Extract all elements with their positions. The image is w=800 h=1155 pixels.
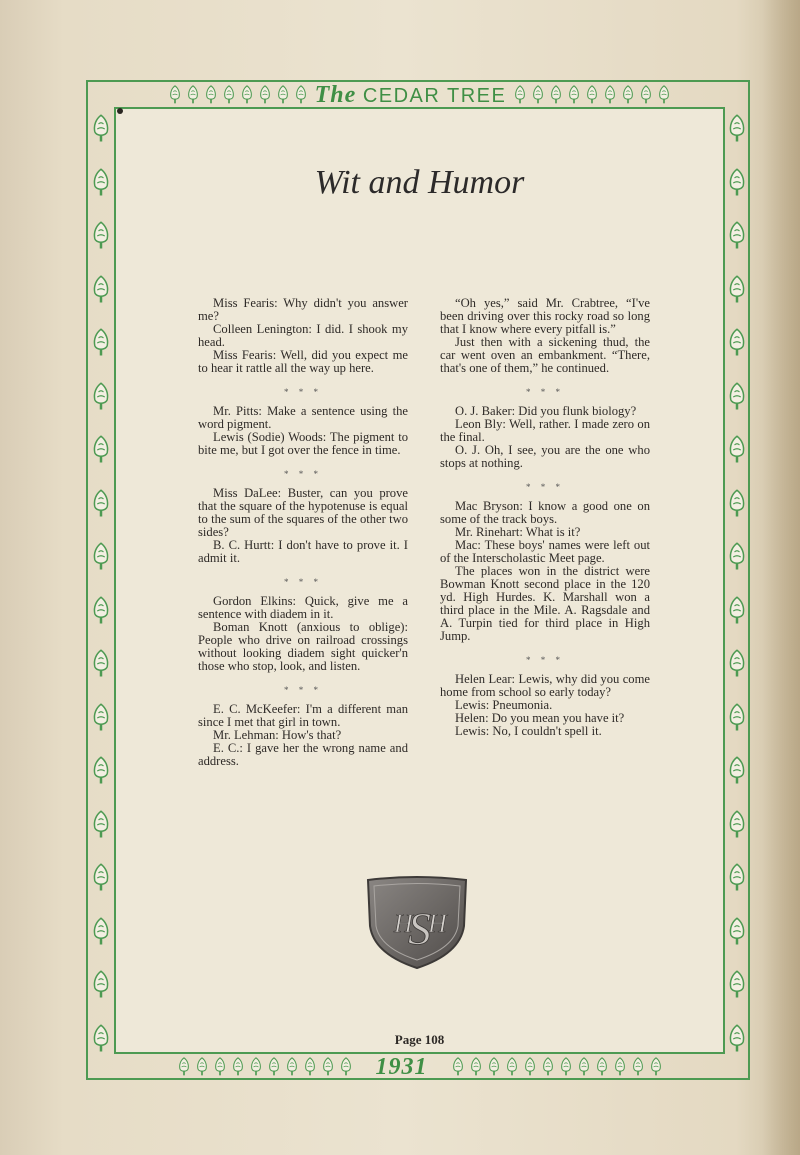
- cedar-tree-icon: [614, 1057, 626, 1077]
- cedar-tree-icon: [304, 1057, 316, 1077]
- cedar-tree-icon: [322, 1057, 334, 1077]
- cedar-tree-icon: [728, 756, 746, 786]
- joke-line: O. J. Oh, I see, you are the one who stops at nothing.: [440, 443, 650, 470]
- joke-line: Lewis: No, I couldn't spell it.: [455, 724, 602, 738]
- joke-line: E. C.: I gave her the wrong name and address.: [198, 741, 408, 768]
- cedar-tree-icon: [452, 1057, 464, 1077]
- cedar-tree-icon: [728, 917, 746, 947]
- cedar-tree-icon: [92, 114, 110, 144]
- cedar-tree-icon: [470, 1057, 482, 1077]
- cedar-tree-icon: [658, 85, 670, 105]
- joke-line: Leon Bly: Well, rather. I made zero on the final.: [440, 417, 650, 444]
- masthead: [315, 82, 507, 109]
- joke-line: The places won in the district were Bowman Knott second place in the 120 yd. High Hurdes. K. Marshall won a third place in the Mile. A. Ragsdale and A. Turpin tied for third place in High Jump.: [440, 564, 650, 643]
- masthead-bar: [114, 82, 725, 108]
- cedar-tree-icon: [92, 221, 110, 251]
- cedar-tree-icon: [92, 328, 110, 358]
- cedar-tree-icon: [622, 85, 634, 105]
- cedar-tree-icon: [92, 863, 110, 893]
- header-trees-left: [169, 85, 307, 105]
- cedar-tree-icon: [169, 85, 181, 105]
- cedar-tree-icon: [214, 1057, 226, 1077]
- joke-block: [440, 405, 650, 470]
- cedar-tree-icon: [604, 85, 616, 105]
- page-number: Page 108: [394, 1032, 445, 1047]
- joke-line: O. J. Baker: Did you flunk biology?: [455, 404, 637, 418]
- svg-text:H: H: [394, 909, 413, 938]
- cedar-tree-icon: [92, 275, 110, 305]
- cedar-tree-icon: [728, 863, 746, 893]
- masthead-prefix: The: [314, 81, 357, 108]
- year-bar: [114, 1054, 725, 1080]
- joke-line: Helen: Do you mean you have it?: [455, 711, 625, 725]
- cedar-tree-icon: [640, 85, 652, 105]
- cedar-tree-icon: [728, 275, 746, 305]
- cedar-tree-icon: [578, 1057, 590, 1077]
- cedar-tree-icon: [728, 596, 746, 626]
- footer-trees-right: [452, 1057, 662, 1077]
- cedar-tree-icon: [223, 85, 235, 105]
- joke-block: [198, 405, 408, 457]
- cedar-tree-icon: [728, 328, 746, 358]
- cedar-tree-icon: [92, 917, 110, 947]
- cedar-tree-icon: [232, 1057, 244, 1077]
- left-tree-border: [88, 114, 114, 1054]
- cedar-tree-icon: [92, 489, 110, 519]
- joke-line: Miss DaLee: Buster, can you prove that the square of the hypotenuse is equal to the sum of the squares of the other two sides?: [198, 486, 408, 539]
- page-title: Wit and Humor: [314, 164, 525, 201]
- cedar-tree-icon: [196, 1057, 208, 1077]
- section-separator: * * *: [526, 387, 564, 397]
- cedar-tree-icon: [632, 1057, 644, 1077]
- section-separator: * * *: [526, 482, 564, 492]
- header-trees-right: [514, 85, 670, 105]
- joke-line: B. C. Hurtt: I don't have to prove it. I admit it.: [198, 538, 408, 565]
- right-tree-border: [724, 114, 750, 1054]
- cedar-tree-icon: [241, 85, 253, 105]
- footer-trees-left: [178, 1057, 352, 1077]
- cedar-tree-icon: [340, 1057, 352, 1077]
- joke-line: Colleen Lenington: I did. I shook my head.: [198, 322, 408, 349]
- left-column: [198, 297, 408, 778]
- corner-mark: [117, 108, 123, 114]
- cedar-tree-icon: [728, 435, 746, 465]
- joke-line: Mr. Rinehart: What is it?: [455, 525, 581, 539]
- cedar-tree-icon: [728, 1024, 746, 1054]
- cedar-tree-icon: [550, 85, 562, 105]
- cedar-tree-icon: [514, 85, 526, 105]
- cedar-tree-icon: [286, 1057, 298, 1077]
- cedar-tree-icon: [586, 85, 598, 105]
- joke-line: Gordon Elkins: Quick, give me a sentence with diadem in it.: [198, 594, 408, 621]
- cedar-tree-icon: [728, 168, 746, 198]
- cedar-tree-icon: [728, 703, 746, 733]
- cedar-tree-icon: [92, 596, 110, 626]
- year-label: 1931: [375, 1053, 428, 1080]
- joke-line: Miss Fearis: Why didn't you answer me?: [198, 296, 408, 323]
- cedar-tree-icon: [92, 970, 110, 1000]
- cedar-tree-icon: [728, 489, 746, 519]
- cedar-tree-icon: [728, 649, 746, 679]
- book-spine-shadow: [762, 0, 800, 1155]
- cedar-tree-icon: [268, 1057, 280, 1077]
- section-separator: * * *: [284, 469, 322, 479]
- cedar-tree-icon: [295, 85, 307, 105]
- cedar-tree-icon: [650, 1057, 662, 1077]
- cedar-tree-icon: [728, 114, 746, 144]
- cedar-tree-icon: [187, 85, 199, 105]
- section-separator: * * *: [284, 685, 322, 695]
- joke-line: E. C. McKeefer: I'm a different man since I met that girl in town.: [198, 702, 408, 729]
- joke-block: [198, 297, 408, 375]
- joke-block: [198, 595, 408, 673]
- cedar-tree-icon: [92, 703, 110, 733]
- joke-block: [440, 500, 650, 643]
- cedar-tree-icon: [568, 85, 580, 105]
- joke-block: [440, 673, 650, 738]
- cedar-tree-icon: [92, 1024, 110, 1054]
- cedar-tree-icon: [560, 1057, 572, 1077]
- joke-line: Mac Bryson: I know a good one on some of the track boys.: [440, 499, 650, 526]
- cedar-tree-icon: [532, 85, 544, 105]
- joke-block: [198, 487, 408, 565]
- cedar-tree-icon: [250, 1057, 262, 1077]
- section-separator: * * *: [284, 387, 322, 397]
- cedar-tree-icon: [92, 168, 110, 198]
- cedar-tree-icon: [92, 810, 110, 840]
- school-seal-emblem: [364, 874, 470, 970]
- cedar-tree-icon: [92, 756, 110, 786]
- cedar-tree-icon: [728, 382, 746, 412]
- joke-line: Lewis: Pneumonia.: [455, 698, 553, 712]
- svg-text:H: H: [428, 909, 447, 938]
- cedar-tree-icon: [506, 1057, 518, 1077]
- joke-block: [198, 703, 408, 768]
- cedar-tree-icon: [728, 810, 746, 840]
- cedar-tree-icon: [488, 1057, 500, 1077]
- svg-text:S: S: [408, 903, 431, 954]
- joke-line: Lewis (Sodie) Woods: The pigment to bite me, but I got over the fence in time.: [198, 430, 408, 457]
- cedar-tree-icon: [728, 970, 746, 1000]
- cedar-tree-icon: [92, 649, 110, 679]
- right-column: [440, 297, 650, 748]
- cedar-tree-icon: [178, 1057, 190, 1077]
- joke-line: Mac: These boys' names were left out of the Interscholastic Meet page.: [440, 538, 650, 565]
- joke-line: Boman Knott (anxious to oblige): People who drive on railroad crossings without looking diadem sight quicker'n those who stop, look, and listen.: [198, 620, 408, 673]
- cedar-tree-icon: [728, 542, 746, 572]
- cedar-tree-icon: [92, 382, 110, 412]
- cedar-tree-icon: [277, 85, 289, 105]
- joke-line: Mr. Lehman: How's that?: [213, 728, 342, 742]
- cedar-tree-icon: [542, 1057, 554, 1077]
- joke-line: Mr. Pitts: Make a sentence using the word pigment.: [198, 404, 408, 431]
- cedar-tree-icon: [259, 85, 271, 105]
- cedar-tree-icon: [92, 435, 110, 465]
- section-separator: * * *: [526, 655, 564, 665]
- joke-block: [440, 297, 650, 375]
- joke-line: Miss Fearis: Well, did you expect me to hear it rattle all the way up here.: [198, 348, 408, 375]
- cedar-tree-icon: [92, 542, 110, 572]
- section-separator: * * *: [284, 577, 322, 587]
- joke-line: Helen Lear: Lewis, why did you come home from school so early today?: [440, 672, 650, 699]
- joke-line: Just then with a sickening thud, the car went oven an embankment. “There, that's one of them,” he continued.: [440, 335, 650, 375]
- masthead-title: CEDAR TREE: [362, 84, 507, 107]
- cedar-tree-icon: [205, 85, 217, 105]
- joke-line: “Oh yes,” said Mr. Crabtree, “I've been driving over this rocky road so long that I know where every pitfall is.”: [440, 296, 650, 336]
- cedar-tree-icon: [728, 221, 746, 251]
- cedar-tree-icon: [524, 1057, 536, 1077]
- cedar-tree-icon: [596, 1057, 608, 1077]
